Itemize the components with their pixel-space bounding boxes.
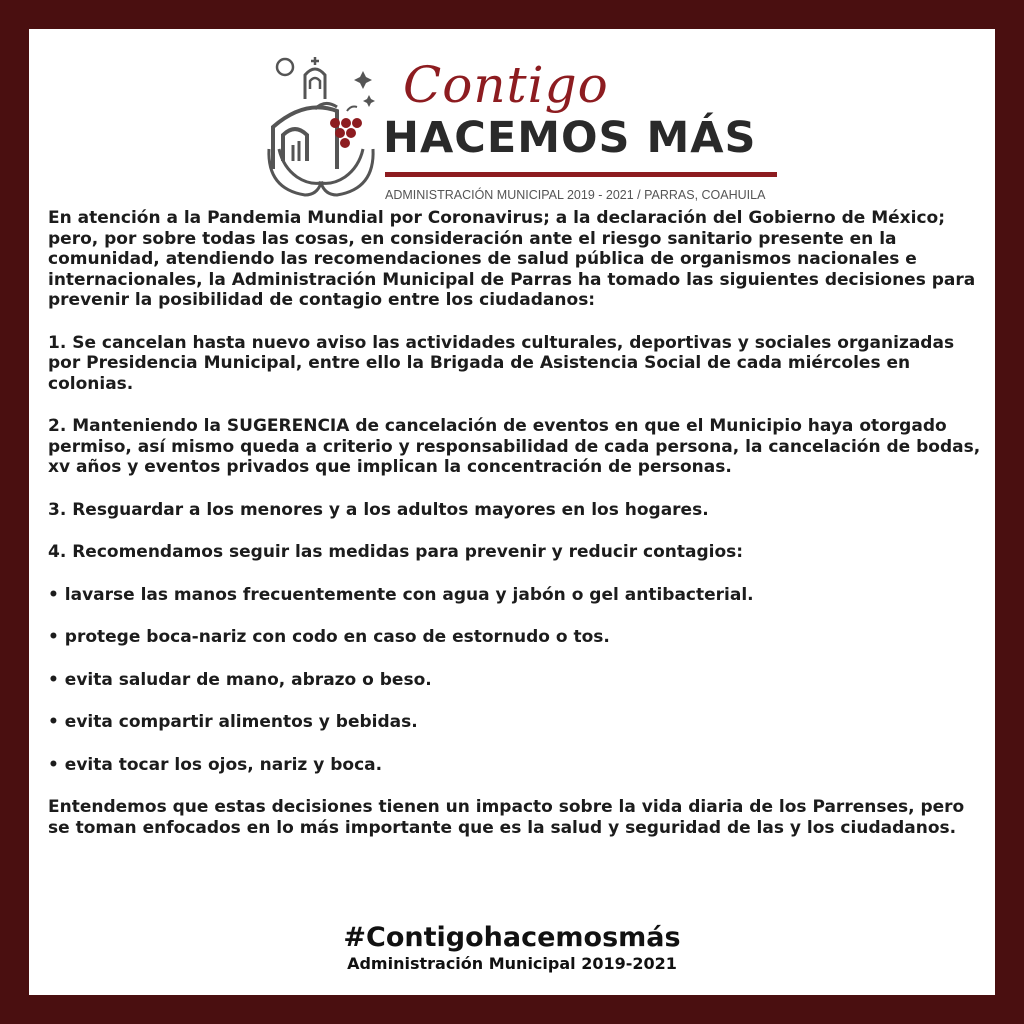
logo-main-text: HACEMOS MÁS	[383, 113, 757, 163]
bullet-item: • evita tocar los ojos, nariz y boca.	[48, 754, 383, 775]
notice-body	[48, 208, 983, 838]
logo-subtitle: ADMINISTRACIÓN MUNICIPAL 2019 - 2021 / PARRAS, COAHUILA	[385, 188, 766, 202]
intro-paragraph: En atención a la Pandemia Mundial por Coronavirus; a la declaración del Gobierno de México; pero, por sobre todas las cosas, en consideración ante el riesgo sanitario presente en la comunidad, atendiendo las recomendaciones de salud pública de organismos nacionales e internacionales, la Administración Municipal de Parras ha tomado las siguientes decisiones para prevenir la posibilidad de contagio entre los ciudadanos:	[48, 208, 976, 310]
hashtag: #Contigohacemosmás	[343, 922, 681, 953]
footer-administration: Administración Municipal 2019-2021	[347, 954, 677, 973]
logo-divider	[385, 172, 777, 177]
closing-paragraph: Entendemos que estas decisiones tienen un impacto sobre la vida diaria de los Parrenses, pero se toman enfocados en lo más importante que es la salud y seguridad de las y los ciudadanos.	[48, 797, 965, 838]
notice-card	[29, 29, 995, 995]
bullet-item: • evita compartir alimentos y bebidas.	[48, 712, 418, 732]
logo-script-text: Contigo	[403, 56, 609, 114]
list-item: 3. Resguardar a los menores y a los adultos mayores en los hogares.	[48, 499, 709, 520]
list-item: 1. Se cancelan hasta nuevo aviso las actividades culturales, deportivas y sociales organizadas por Presidencia Municipal, entre ello la Brigada de Asistencia Social de cada miércoles en colonias.	[48, 332, 955, 394]
list-item: 4. Recomendamos seguir las medidas para prevenir y reducir contagios:	[48, 542, 744, 562]
church-grapes-hands-emblem-icon	[265, 49, 377, 199]
list-item: 2. Manteniendo la SUGERENCIA de cancelación de eventos en que el Municipio haya otorgado permiso, así mismo queda a criterio y responsabilidad de cada persona, la cancelación de bodas, xv años y eventos privados que implican la concentración de personas.	[48, 416, 981, 477]
bullet-item: • lavarse las manos frecuentemente con agua y jabón o gel antibacterial.	[48, 584, 754, 605]
bullet-item: • protege boca-nariz con codo en caso de estornudo o tos.	[48, 627, 610, 647]
bullet-item: • evita saludar de mano, abrazo o beso.	[48, 669, 432, 690]
municipal-logo	[265, 49, 785, 202]
